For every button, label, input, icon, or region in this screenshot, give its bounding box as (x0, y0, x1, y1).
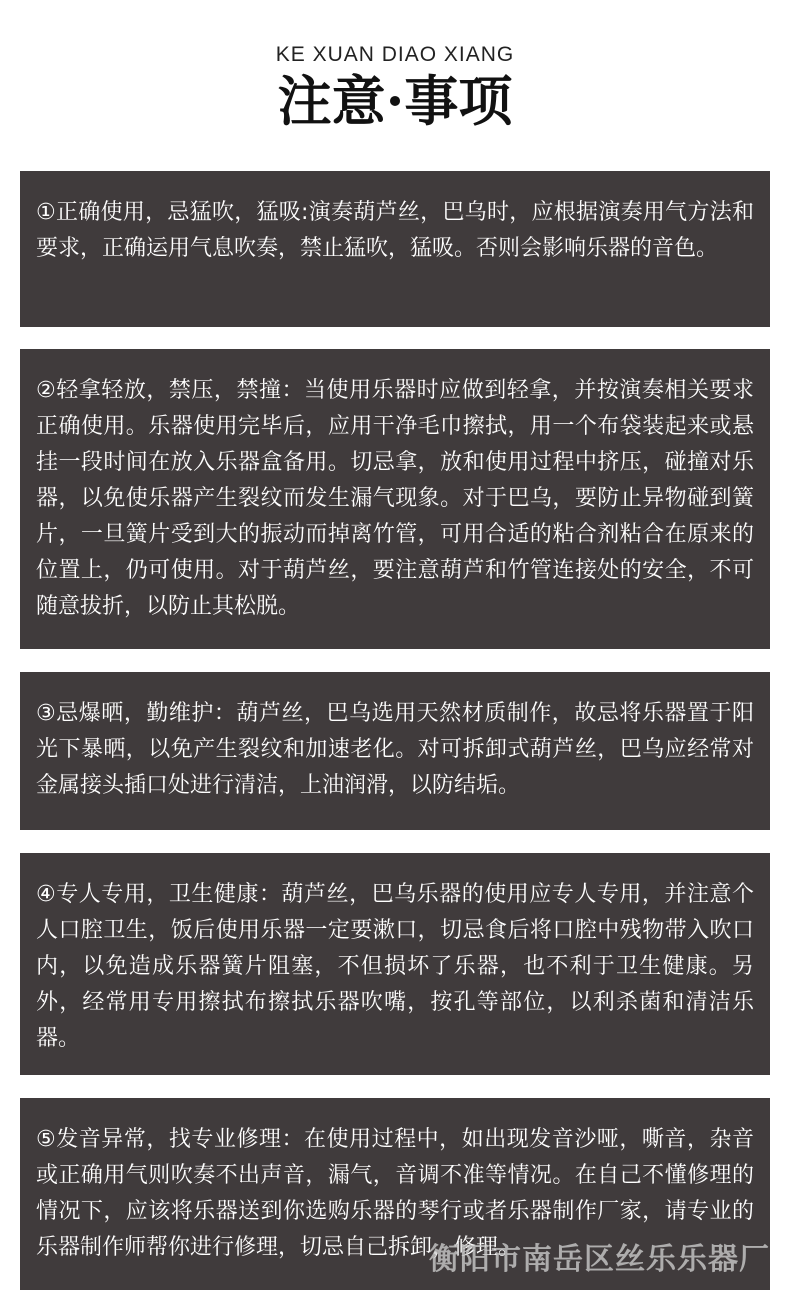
notice-text-5: ⑤发音异常，找专业修理：在使用过程中，如出现发音沙哑，嘶音，杂音或正确用气则吹奏不出声音，漏气，音调不准等情况。在自己不懂修理的情况下，应该将乐器送到你选购乐器的琴行或者乐器制作厂家，请专业的乐器制作师帮你进行修理，切忌自己拆卸，修理。 (36, 1127, 754, 1260)
notice-text-4: ④专人专用，卫生健康：葫芦丝，巴乌乐器的使用应专人专用，并注意个人口腔卫生，饭后使用乐器一定要漱口，切忌食后将口腔中残物带入吹口内，以免造成乐器簧片阻塞，不但损坏了乐器，也不利于卫生健康。另外，经常用专用擦拭布擦拭乐器吹嘴，按孔等部位，以利杀菌和清洁乐器。 (36, 882, 754, 1051)
notice-panel-4 (20, 853, 770, 1075)
notice-text-2: ②轻拿轻放，禁压，禁撞：当使用乐器时应做到轻拿，并按演奏相关要求正确使用。乐器使用完毕后，应用干净毛巾擦拭，用一个布袋装起来或悬挂一段时间在放入乐器盒备用。切忌拿，放和使用过程中挤压，碰撞对乐器，以免使乐器产生裂纹而发生漏气现象。对于巴乌，要防止异物碰到簧片，一旦簧片受到大的振动而掉离竹管，可用合适的粘合剂粘合在原来的位置上，仍可使用。对于葫芦丝，要注意葫芦和竹管连接处的安全，不可随意拔折，以防止其松脱。 (36, 378, 754, 619)
notice-text-1: ①正确使用，忌猛吹，猛吸:演奏葫芦丝，巴乌时，应根据演奏用气方法和要求，正确运用气息吹奏，禁止猛吹，猛吸。否则会影响乐器的音色。 (36, 200, 754, 261)
notice-panel-1 (20, 171, 770, 327)
notice-text-3: ③忌爆晒，勤维护：葫芦丝，巴乌选用天然材质制作，故忌将乐器置于阳光下暴晒，以免产生裂纹和加速老化。对可拆卸式葫芦丝，巴乌应经常对金属接头插口处进行清洁，上油润滑，以防结垢。 (36, 701, 754, 798)
watermark-text: 衡阳市南岳区丝乐乐器厂 (429, 1242, 770, 1277)
notice-panel-2 (20, 349, 770, 649)
header-subtitle: KE XUAN DIAO XIANG (275, 43, 515, 66)
header-title: 注意·事项 (277, 69, 513, 133)
notice-panel-3 (20, 672, 770, 830)
notice-panel-5 (20, 1098, 770, 1290)
